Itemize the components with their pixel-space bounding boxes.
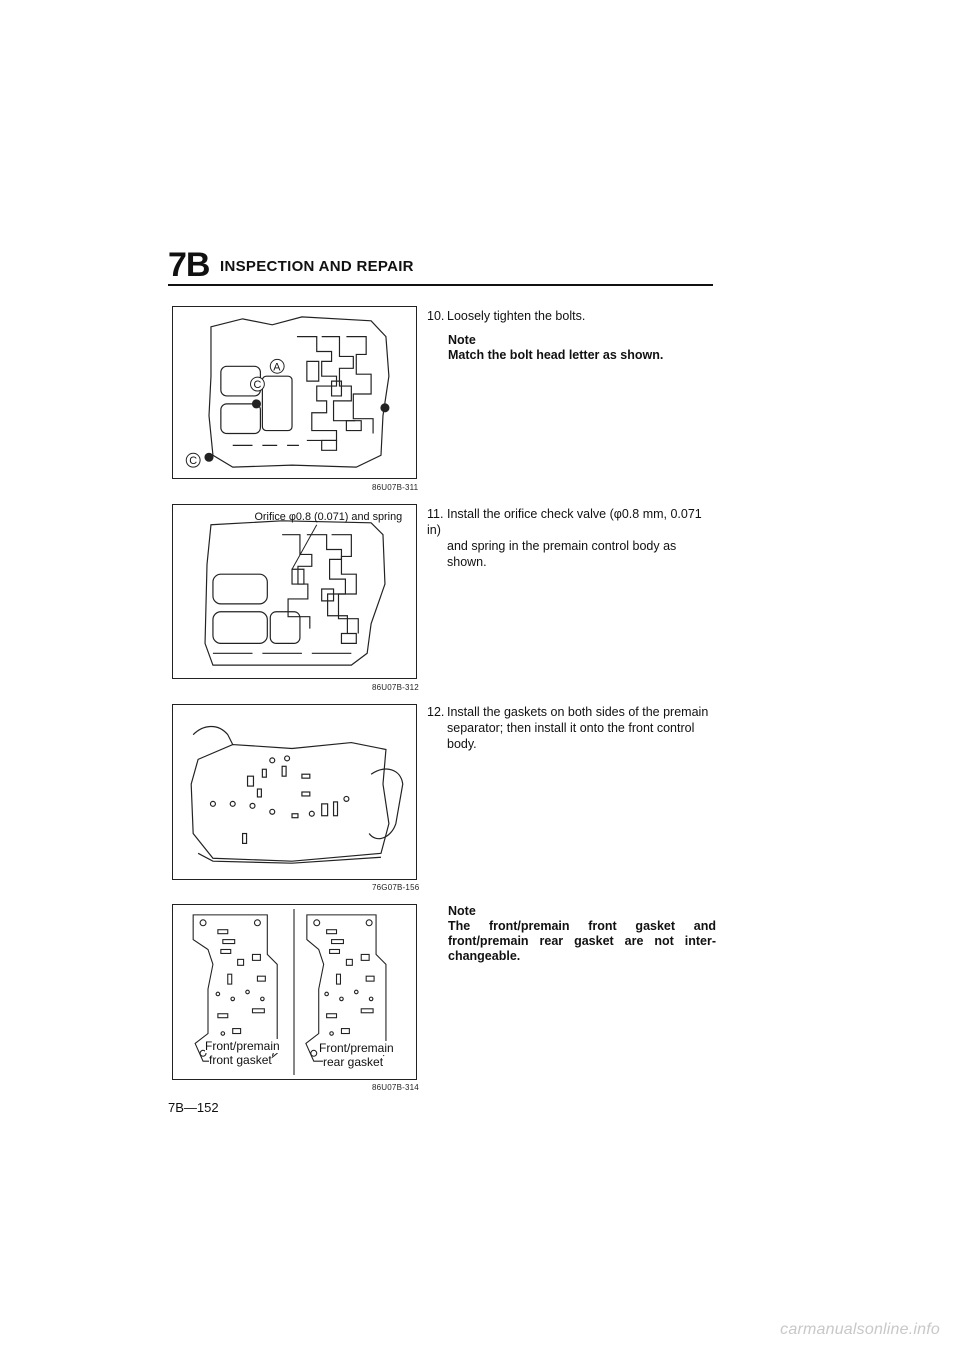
section-title: INSPECTION AND REPAIR <box>220 258 414 275</box>
step-11 <box>427 506 717 570</box>
gasket-note <box>448 904 716 964</box>
left-gasket-label-2: front gasket <box>209 1053 272 1067</box>
step-12-text-line1: Install the gaskets on both sides of the premain <box>447 705 709 719</box>
step-10-text: Loosely tighten the bolts. <box>447 309 586 323</box>
right-gasket-label-1: Front/premain <box>319 1041 394 1055</box>
left-gasket-label-1: Front/premain <box>205 1039 280 1053</box>
step-11-text-line2: and spring in the premain control body as shown. <box>447 539 677 569</box>
step-10 <box>427 308 717 324</box>
step-12 <box>427 704 717 752</box>
figure-orifice-valve <box>172 504 417 679</box>
section-code: 7B <box>168 246 210 284</box>
step-12-number: 12. <box>427 705 445 719</box>
figure-code-1: 86U07B-311 <box>372 483 419 492</box>
orifice-callout: Orifice φ0.8 (0.071) and spring <box>254 510 403 523</box>
step-11-text-line1: Install the orifice check valve (φ0.8 mm, 0.071 in) <box>427 507 702 537</box>
figure-control-body-bolts <box>172 306 417 479</box>
step-11-number: 11. <box>427 507 444 521</box>
premain-body-illustration <box>173 505 416 678</box>
figure-code-3: 76G07B-156 <box>372 883 420 892</box>
bolt-label-a: A <box>273 361 281 374</box>
gasket-note-text: The front/premain front gasket and front/premain rear gasket are not inter-changeable. <box>448 919 716 963</box>
watermark: carmanualsonline.info <box>780 1321 940 1338</box>
figure-code-4: 86U07B-314 <box>372 1083 419 1092</box>
control-body-illustration <box>173 307 416 478</box>
figure-code-2: 86U07B-312 <box>372 683 419 692</box>
page-number: 7B—152 <box>168 1100 219 1115</box>
step-10-note-text: Match the bolt head letter as shown. <box>448 348 664 362</box>
step-10-number: 10. <box>427 309 445 323</box>
figure-separator-plate <box>172 704 417 880</box>
figure-gaskets <box>172 904 417 1080</box>
step-10-note <box>448 333 716 363</box>
step-10-note-title: Note <box>448 333 476 347</box>
right-gasket-label-2: rear gasket <box>323 1055 384 1069</box>
header-divider <box>168 284 713 286</box>
bolt-label-c2: C <box>189 455 198 468</box>
bolt-label-c1: C <box>253 379 262 392</box>
step-12-text-line2: separator; then install it onto the front control body. <box>447 721 695 751</box>
gasket-note-title: Note <box>448 904 476 918</box>
separator-plate-illustration <box>173 705 416 879</box>
